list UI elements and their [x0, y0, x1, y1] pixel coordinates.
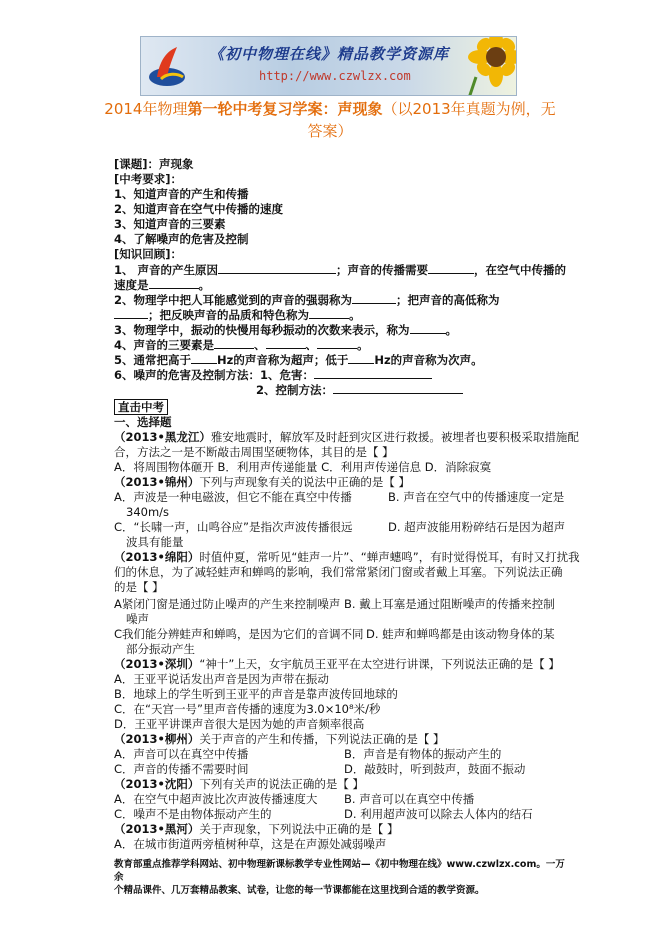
fill-blank[interactable] — [428, 262, 474, 274]
sunflower-icon — [458, 36, 517, 96]
question-1-options: A．将周围物体砸开 B．利用声传递能量 C．利用声传递信息 D．消除寂寞 — [114, 460, 492, 474]
fill-blank[interactable] — [410, 322, 446, 334]
fill-blank[interactable] — [314, 367, 432, 379]
question-3-option-b: B. 戴上耳塞是通过阻断噪声的传播来控制 — [344, 597, 555, 611]
header-banner — [140, 36, 517, 96]
question-7: （2013•黑河）关于声现象，下列说法中正确的是【 】 — [114, 822, 399, 836]
question-2-option-d: D. 超声波能用粉碎结石是因为超声 — [388, 520, 566, 534]
question-2-option-a: A．声波是一种电磁波，但它不能在真空中传播 — [114, 490, 352, 504]
requirement-4: 4、了解噪声的危害及控制 — [114, 232, 249, 246]
fill-blank[interactable] — [309, 307, 349, 319]
question-3-option-a: A紧闭门窗是通过防止噪声的产生来控制噪声 — [114, 597, 341, 611]
review-q1: 1、 声音的产生原因 ；声音的传播需要 ，在空气中传播的 — [114, 263, 567, 277]
question-1: （2013•黑龙江）雅安地震时，解放军及时赶到灾区进行救援。被埋者也要积极采取措施配 — [114, 430, 579, 444]
review-q5: 5、通常把高于 Hz的声音称为超声；低于 Hz的声音称为次声。 — [114, 353, 483, 367]
question-2: （2013•锦州）下列与声现象有关的说法中正确的是【 】 — [114, 475, 411, 489]
question-5-option-a: A．声音可以在真空中传播 — [114, 747, 249, 761]
question-2-option-d-cont: 波具有能量 — [126, 535, 184, 549]
review-q3: 3、物理学中，振动的快慢用每秒振动的次数来表示，称为 。 — [114, 323, 457, 337]
footer-line-2: 个精品课件、几万套精品教案、试卷，让您的每一节课都能在这里找到合适的教学资源。 — [114, 885, 485, 896]
review-q6-control: 2、控制方法： — [256, 382, 463, 398]
banner-url: http://www.czwlzx.com — [259, 69, 411, 83]
fill-blank[interactable] — [191, 352, 217, 364]
question-3-cont2: 的是【 】 — [114, 580, 164, 594]
question-3: （2013•绵阳）时值仲夏，常听见“蛙声一片”、“蝉声蟪鸣”，有时觉得悦耳，有时又打扰我 — [114, 550, 580, 564]
topic-line: [课题]：声现象 — [114, 157, 194, 171]
question-5-option-d: D．敲鼓时，听到鼓声，鼓面不振动 — [344, 762, 526, 776]
review-heading: [知识回顾]： — [114, 247, 183, 261]
banner-title: 《初中物理在线》精品教学资源库 — [209, 45, 450, 63]
fill-blank[interactable] — [352, 292, 396, 304]
question-3-cont: 们的休息，为了减轻蛙声和蝉鸣的影响，我们常常紧闭门窗或者戴上耳塞。下列说法正确 — [114, 565, 563, 579]
title-part-year: 2014年物理 — [104, 100, 188, 118]
question-3-option-d: D. 蛙声和蝉鸣都是由该动物身体的某 — [366, 627, 555, 641]
requirements-heading: [中考要求]： — [114, 172, 183, 186]
requirement-2: 2、知道声音在空气中传播的速度 — [114, 202, 283, 216]
question-6-option-d: D. 利用超声波可以除去人体内的结石 — [344, 807, 533, 821]
question-2-option-b: B. 声音在空气中的传播速度一定是 — [388, 490, 565, 504]
title-line-2: 答案） — [307, 122, 353, 140]
question-2-option-b-cont: 340m/s — [126, 505, 170, 519]
title-part-note: （以2013年真题为例，无 — [382, 100, 556, 118]
page-footer — [114, 858, 574, 897]
document-title — [90, 98, 570, 142]
question-6-option-a: A．在空气中超声波比次声波传播速度大 — [114, 792, 318, 806]
review-q6: 6、噪声的危害及控制方法：1、危害： — [114, 367, 432, 383]
section-heading-exam: 直击中考 — [114, 400, 168, 415]
review-q4: 4、声音的三要素是 、 、 。 — [114, 338, 369, 352]
question-3-option-d-cont: 部分振动产生 — [126, 642, 195, 656]
fill-blank[interactable] — [348, 352, 374, 364]
site-logo-icon — [147, 43, 187, 89]
review-q2: 2、物理学中把人耳能感觉到的声音的强弱称为 ；把声音的高低称为 — [114, 293, 500, 307]
requirement-1: 1、知道声音的产生和传播 — [114, 187, 249, 201]
fill-blank[interactable] — [149, 277, 199, 289]
choice-heading: 一、选择题 — [114, 415, 172, 429]
question-1-cont: 合，方法之一是不断敲击周围坚硬物体，其目的是【 】 — [114, 445, 394, 459]
fill-blank[interactable] — [333, 382, 463, 394]
question-4-option-c: C．在“天宫一号”里声音传播的速度为3.0×10⁸米/秒 — [114, 702, 381, 716]
requirement-3: 3、知道声音的三要素 — [114, 217, 226, 231]
footer-line-1: 教育部重点推荐学科网站、初中物理新课标教学专业性网站—《初中物理在线》www.czwlzx.com。一万余 — [114, 859, 565, 883]
question-5-option-c: C．声音的传播不需要时间 — [114, 762, 249, 776]
review-q2-cont: ；把反映声音的品质和特色称为 。 — [114, 307, 361, 323]
question-7-option-a: A．在城市街道两旁植树种草，这是在声源处减弱噪声 — [114, 837, 387, 851]
question-4-option-b: B．地球上的学生听到王亚平的声音是靠声波传回地球的 — [114, 687, 398, 701]
fill-blank[interactable] — [114, 307, 148, 319]
question-6: （2013•沈阳）下列有关声的说法正确的是【 】 — [114, 777, 365, 791]
question-5: （2013•柳州）关于声音的产生和传播，下列说法正确的是【 】 — [114, 732, 445, 746]
question-2-option-c: C．“长啸一声，山鸣谷应”是指次声波传播很远 — [114, 520, 353, 534]
question-4-option-a: A．王亚平说话发出声音是因为声带在振动 — [114, 672, 329, 686]
question-3-option-c: C我们能分辨蛙声和蝉鸣，是因为它们的音调不同 — [114, 627, 364, 641]
fill-blank[interactable] — [214, 337, 254, 349]
fill-blank[interactable] — [266, 337, 306, 349]
title-part-main: 第一轮中考复习学案：声现象 — [187, 100, 383, 118]
fill-blank[interactable] — [317, 337, 357, 349]
question-6-option-c: C．噪声不是由物体振动产生的 — [114, 807, 272, 821]
question-4: （2013•深圳）“神十”上天，女宇航员王亚平在太空进行讲课，下列说法正确的是【 】 — [114, 657, 560, 671]
question-3-option-b-cont: 噪声 — [126, 612, 149, 626]
question-4-option-d: D．王亚平讲课声音很大是因为她的声音频率很高 — [114, 717, 365, 731]
question-6-option-b: B. 声音可以在真空中传播 — [344, 792, 475, 806]
question-5-option-b: B．声音是有物体的振动产生的 — [344, 747, 502, 761]
review-q1-cont: 速度是 。 — [114, 278, 210, 292]
fill-blank[interactable] — [218, 262, 336, 274]
